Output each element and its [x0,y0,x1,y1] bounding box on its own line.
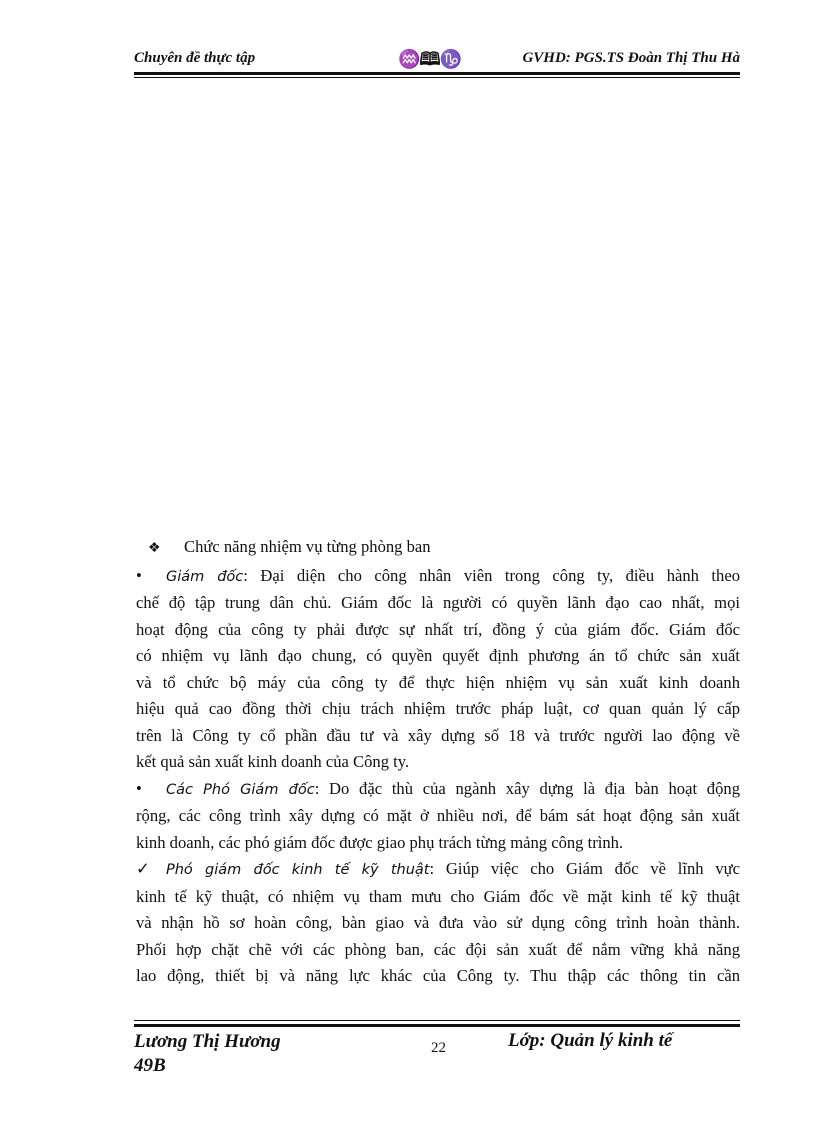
section-heading-text: Chức năng nhiệm vụ từng phòng ban [184,537,431,556]
header-rule-thick [134,72,740,75]
text-line: Đại diện cho công nhân viên trong công ty, điều hành theo [260,565,741,585]
section-heading [136,534,740,563]
bullet-icon: • [136,565,142,585]
paragraph-first-line [136,563,740,591]
label-separator: : [243,565,248,585]
text-line: kinh doanh, các phó giám đốc được giao phụ trách từng mảng công trình. [136,832,624,852]
author-class-code: 49B [134,1055,166,1076]
author-name: Lương Thị Hương [134,1031,281,1052]
text-line: và nhận hồ sơ hoàn công, bàn giao và đưa vào sử dụng công trình hoàn thành. [136,913,740,932]
bullet-icon: • [136,778,142,798]
page-number: 22 [431,1040,446,1056]
footer-rule-thin [134,1020,740,1021]
text-line: kinh tế kỹ thuật, có nhiệm vụ tham mưu cho Giám đốc về mặt kinh tế kỹ thuật [136,886,740,906]
header-rule-thin [134,77,740,78]
text-line: và tổ chức bộ máy của công ty để thực hiện nhiệm vụ sản xuất kinh doanh [136,672,740,692]
text-line: kết quả sản xuất kinh doanh của Công ty. [136,752,410,771]
text-line: chế độ tập trung dân chủ. Giám đốc là người có quyền lãnh đạo cao nhất, mọi [136,593,740,612]
page-header [134,46,740,72]
checkmark-icon: ✓ [136,859,150,878]
text-line: Do đặc thù của ngành xây dựng là địa bàn hoạt động [329,778,740,798]
footer-class: Lớp: Quản lý kinh tế [508,1030,673,1051]
header-ornament-icon: ♒🕮♑ [398,49,462,69]
text-line: rộng, các công trình xây dựng có mặt ở nhiều nơi, để bám sát hoạt động sản xuất [136,806,740,825]
text-line: hiệu quả cao đồng thời chịu trách nhiệm trước pháp luật, cơ quan quản lý cấp [136,699,740,718]
label-separator: : [429,859,435,878]
role-label: Các Phó Giám đốc [166,781,315,798]
role-label: Phó giám đốc kinh tế kỹ thuật [166,862,430,878]
text-line: có nhiệm vụ lãnh đạo chung, có quyền quyết định phương án tổ chức sản xuất [136,646,740,665]
paragraph-first-line [136,776,740,804]
text-line: hoạt động của công ty phải được sự nhất trí, đồng ý của giám đốc. Giám đốc [136,619,740,639]
text-line: Giúp việc cho Giám đốc về lĩnh vực [445,859,741,878]
label-separator: : [314,778,320,798]
diamond-bullet-icon: ❖ [148,541,161,556]
header-title: Chuyên đề thực tập [134,50,256,66]
header-supervisor: GVHD: PGS.TS Đoàn Thị Thu Hà [522,50,740,66]
role-label: Giám đốc [166,568,244,585]
footer-author [134,1030,281,1078]
text-line: Phối hợp chặt chẽ với các phòng ban, các đội sản xuất để nắm vững khả năng [136,939,740,959]
document-body [136,534,740,990]
paragraph-first-line [136,856,740,884]
footer-rule-thick [134,1024,740,1027]
text-line: lao động, thiết bị và năng lực khác của Công ty. Thu thập các thông tin cần [136,966,740,985]
text-line: trên là Công ty cổ phần đầu tư và xây dựng số 18 và trước người lao động về [136,725,740,745]
